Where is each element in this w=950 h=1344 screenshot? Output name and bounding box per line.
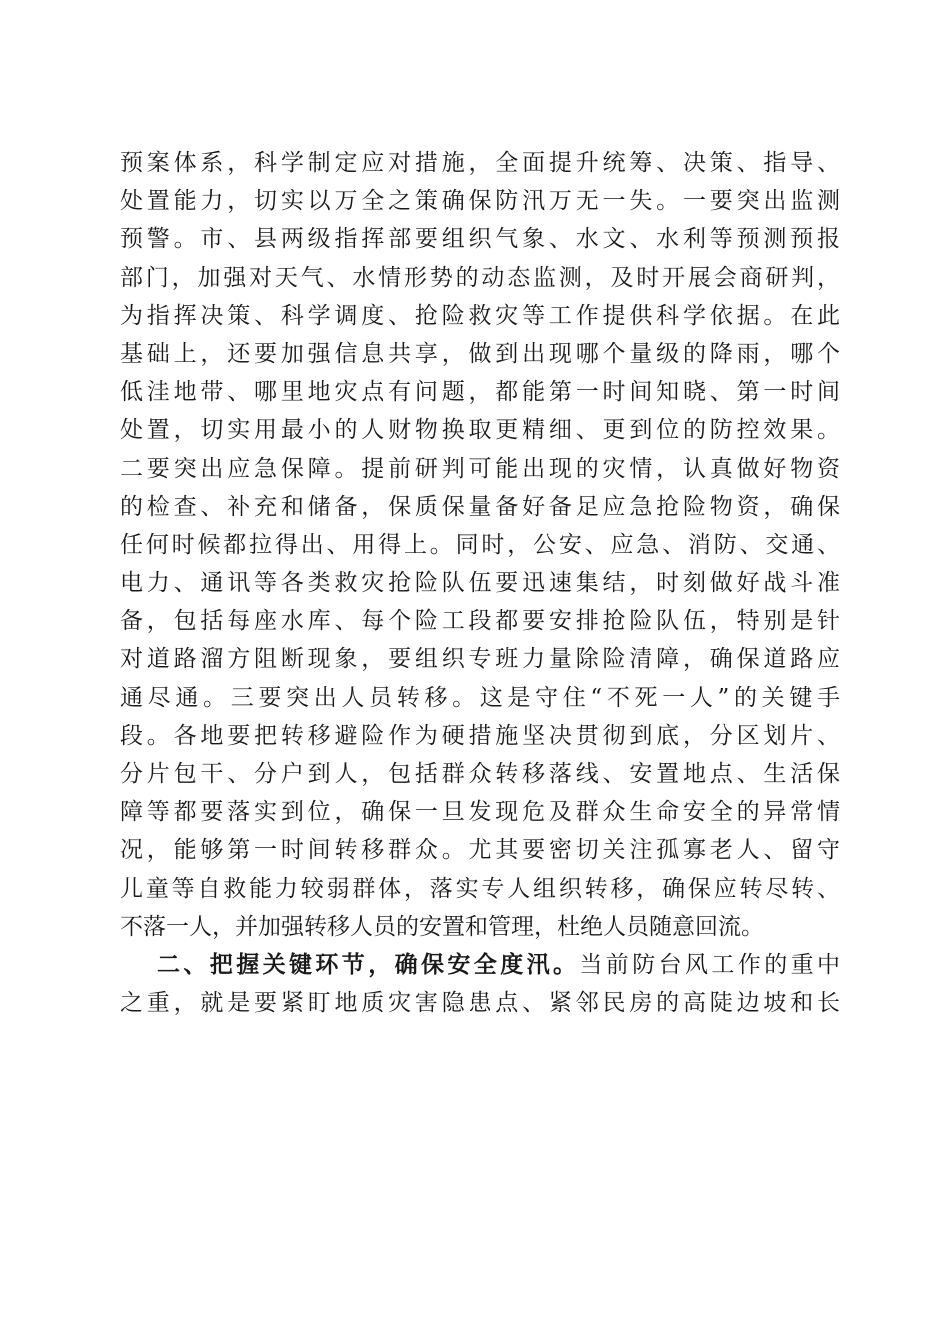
text-line: 备，包括每座水库、每个险工段都要安排抢险队伍，特别是针	[120, 608, 840, 635]
text-line: 二要突出应急保障。提前研判可能出现的灾情，认真做好物资	[120, 455, 840, 482]
text-line: 段。各地要把转移避险作为硬措施坚决贯彻到底，分区划片、	[120, 722, 840, 749]
text-line: 不落一人，并加强转移人员的安置和管理，杜绝人员随意回流。	[120, 913, 764, 940]
text-line: 基础上，还要加强信息共享，做到出现哪个量级的降雨，哪个	[120, 340, 840, 367]
text-line: 况，能够第一时间转移群众。尤其要密切关注孤寡老人、留守	[120, 837, 840, 864]
text-line: 处置，切实用最小的人财物换取更精细、更到位的防控效果。	[120, 417, 840, 444]
text-line: 对道路溜方阻断现象，要组织专班力量除险清障，确保道路应	[120, 646, 840, 673]
text-line: 电力、通讯等各类救灾抢险队伍要迅速集结，时刻做好战斗准	[120, 570, 840, 597]
document-body	[120, 144, 840, 1022]
text-line: 的检查、补充和储备，保质保量备好备足应急抢险物资，确保	[120, 493, 840, 520]
text-line: 预案体系，科学制定应对措施，全面提升统筹、决策、指导、	[120, 150, 840, 176]
text-line: 通尽通。三要突出人员转移。这是守住“不死一人”的关键手	[120, 684, 840, 711]
text-line: 预警。市、县两级指挥部要组织气象、水文、水利等预测预报	[120, 226, 840, 253]
text-line: 儿童等自救能力较弱群体，落实专人组织转移，确保应转尽转、	[120, 875, 840, 902]
text-line: 任何时候都拉得出、用得上。同时，公安、应急、消防、交通、	[120, 531, 840, 558]
text-line: 障等都要落实到位，确保一旦发现危及群众生命安全的异常情	[120, 799, 840, 826]
text-line: 部门，加强对天气、水情形势的动态监测，及时开展会商研判，	[120, 264, 840, 291]
text-line: 分片包干、分户到人，包括群众转移落线、安置地点、生活保	[120, 761, 840, 787]
text-line: 之重，就是要紧盯地质灾害隐患点、紧邻民房的高陡边坡和长	[120, 990, 840, 1017]
text-line: 处置能力，切实以万全之策确保防汛万无一失。一要突出监测	[120, 188, 840, 215]
section-heading: 二、把握关键环节，确保安全度汛。	[157, 951, 580, 978]
text-line: 低洼地带、哪里地灾点有问题，都能第一时间知晓、第一时间	[120, 379, 840, 406]
section-heading-rest: 当前防台风工作的重中	[579, 951, 841, 978]
text-line: 为指挥决策、科学调度、抢险救灾等工作提供科学依据。在此	[120, 302, 840, 329]
section-heading-line	[120, 946, 840, 984]
